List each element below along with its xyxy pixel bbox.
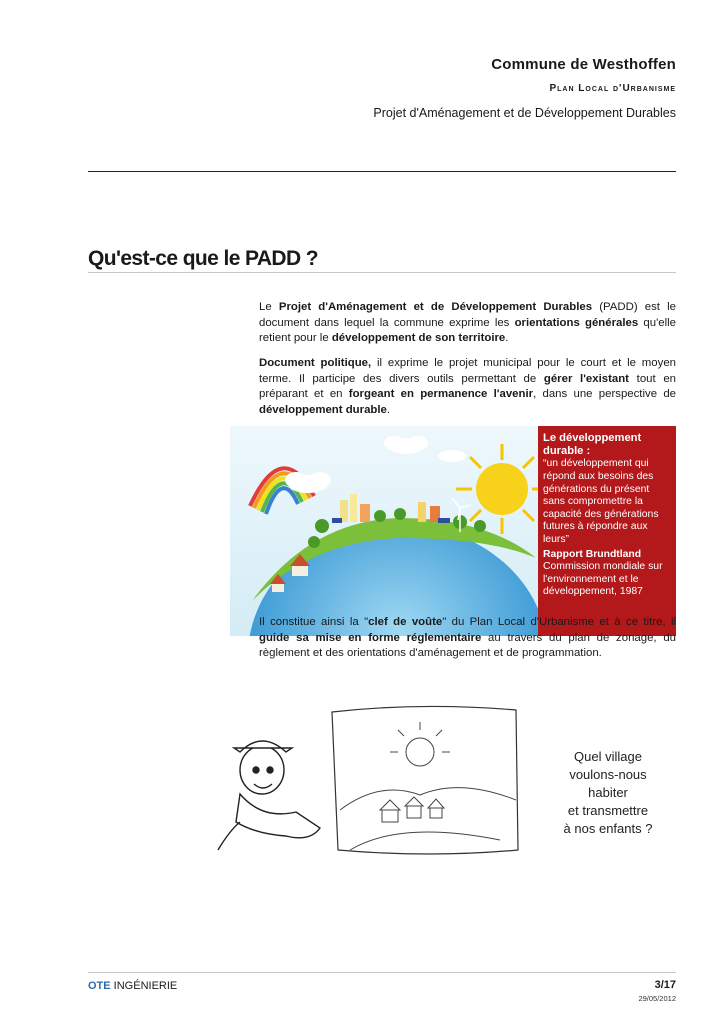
sustainable-development-figure [230,426,676,636]
body-text: Le [259,301,279,313]
question-line: habiter [588,785,628,800]
header-commune: Commune de Westhoffen [491,56,676,73]
body-text: qu'elle retient pour le [259,316,676,345]
header-padd: Projet d'Aménagement et de Développement Durables [373,106,676,120]
character-icon [218,741,320,850]
page-number: 3/17 [654,979,676,991]
paragraph-keystone [259,615,676,662]
sun-icon [456,444,548,534]
definition-text [543,432,673,599]
body-text: . [386,403,391,416]
body-text: il exprime le projet municipal pour le court et le moyen terme. Il participe des divers outils permettant de [259,357,676,385]
emphasis-text: Document politique, [259,357,372,369]
paragraph-definition [259,300,676,347]
brand-rest: INGÉNIERIE [110,980,178,992]
body-text: Il constitue ainsi la " [259,616,369,628]
page-title: Qu'est-ce que le PADD ? [88,247,319,270]
emphasis-text: Projet d'Aménagement et de Développement Durables [278,301,593,313]
emphasis-text: guide sa mise en forme réglementaire [259,631,482,644]
body-text: . [505,332,509,345]
definition-title: Le développement durable : [543,432,642,458]
emphasis-text: orientations générales [514,316,639,329]
emphasis-text: clef de voûte [368,616,443,628]
emphasis-text: développement durable [259,403,387,416]
body-text: (PADD) est le document dans lequel la commune exprime les [259,301,676,329]
footer-rule [88,972,676,973]
question-line: et transmettre [567,803,649,818]
question-line: à nos enfants ? [563,821,653,836]
body-text: " du Plan Local d'Urbanisme et à ce titre, il [442,616,677,628]
body-text: , dans une perspective de [533,388,676,401]
question-line: voulons-nous [569,767,647,782]
village-question [528,748,688,838]
question-line: Quel village [574,749,642,764]
header-plu: Plan Local d'Urbanisme [549,83,676,94]
body-text: au travers du plan de zonage, du règlement et des orientations d'aménagement et de programmation. [259,631,676,660]
paragraph-political [259,356,676,418]
emphasis-text: développement de son territoire [331,332,506,345]
brand-accent: OTE [88,980,111,992]
footer-brand [88,980,177,992]
definition-source-detail: Commission mondiale sur l'environnement et le développement, 1987 [543,561,663,598]
header-rule [88,171,676,172]
village-sketch-illustration [200,700,530,870]
definition-source: Rapport Brundtland [543,548,642,560]
title-rule [88,272,676,273]
emphasis-text: forgeant en permanence l'avenir [348,388,534,401]
definition-quote: “un développement qui répond aux besoins des générations du présent sans compromettre la capacité des générations futures à répondre aux leurs” [543,458,659,545]
emphasis-text: gérer l'existant [543,372,629,385]
body-text: tout en préparant et en [259,372,676,401]
page-date: 29/05/2012 [638,994,676,1003]
